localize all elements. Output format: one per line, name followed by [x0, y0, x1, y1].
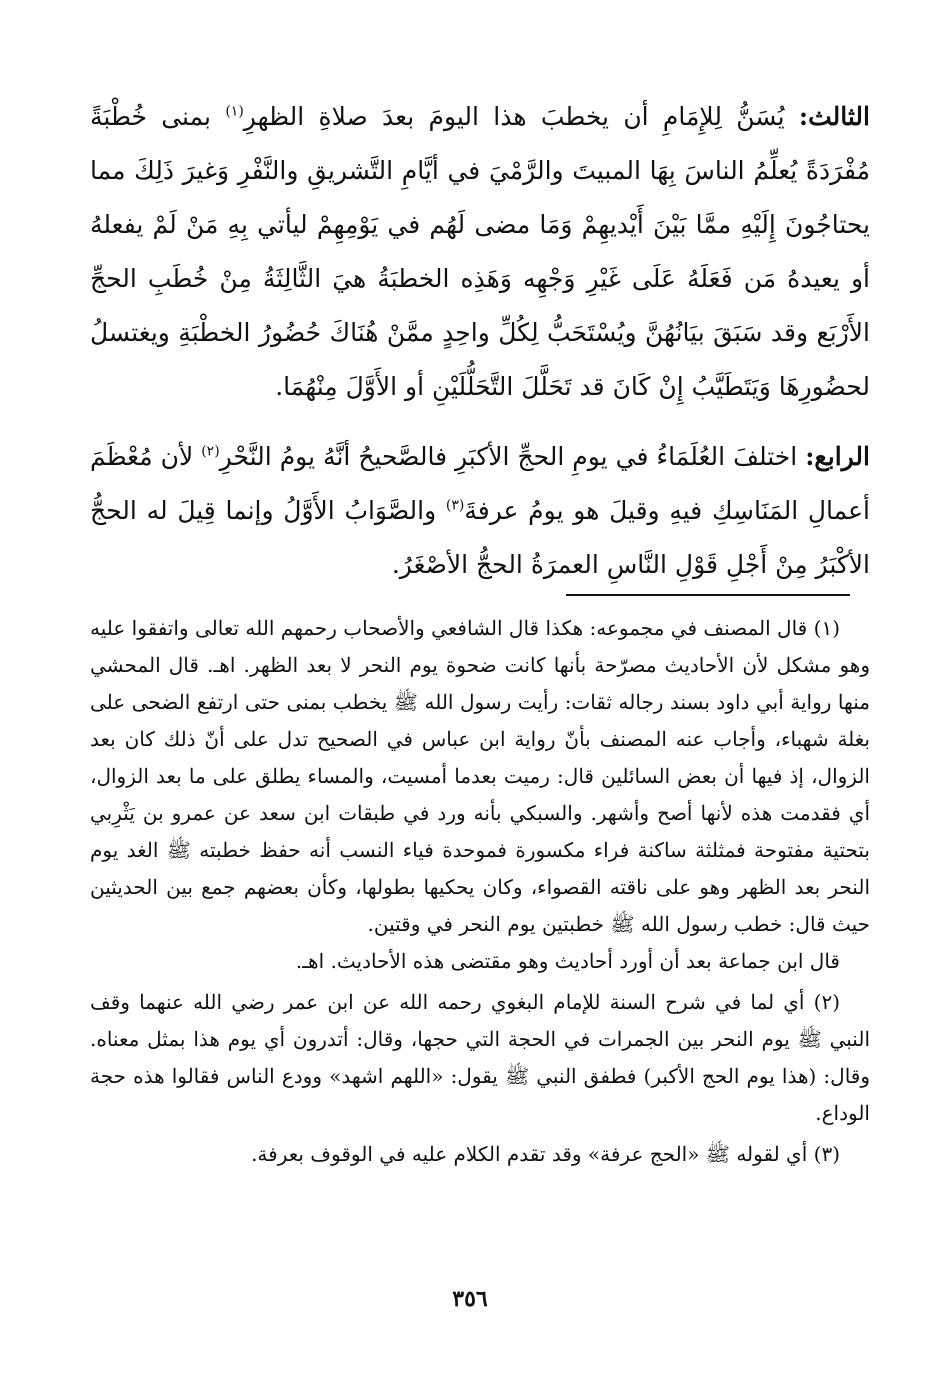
footnote-2-text: أي لما في شرح السنة للإمام البغوي رحمه الله عن ابن عمر رضي الله عنهما وقف النبي ﷺ يوم النحر بين الجمرات في الحجة التي حجها، وقال: أتدرون أي يوم هذا بمثل معناه. وقال: (هذا يوم الحج الأكبر) فطفق النبي ﷺ يقول: «اللهم اشهد» وودع الناس فقالوا هذه حجة الوداع. [90, 990, 870, 1125]
footnote-1 [90, 610, 870, 943]
page-number: ٣٥٦ [452, 1286, 488, 1312]
footnote-1-text: قال المصنف في مجموعه: هكذا قال الشافعي والأصحاب رحمهم الله تعالى واتفقوا عليه وهو مشكل لأن الأحاديث مصرّحة بأنها كانت ضحوة يوم النحر لا بعد الظهر. اهـ. قال المحشي منها رواية أبي داود بسند رجاله ثقات: رأيت رسول الله ﷺ يخطب بمنى حتى ارتفع الضحى على بغلة شهباء، وأجاب عنه المصنف بأنّ رواية ابن عباس في الصحيح تدل على أنّ ذلك كان بعد الزوال، إذ فيها أن بعض السائلين قال: رميت بعدما أمسيت، والمساء يطلق على ما بعد الزوال، أي فقدمت هذه لأنها أصح وأشهر. والسبكي بأنه ورد في طبقات ابن سعد عن عمرو بن يَثْرِبي بتحتية مفتوحة فمثلثة ساكنة فراء مكسورة فموحدة فياء النسب أنه حفظ خطبته ﷺ الغد يوم النحر بعد الظهر وهو على ناقته القصواء، وكان يحكيها بطولها، وكأن بعضهم جمع بين الحديثين حيث قال: خطب رسول الله ﷺ خطبتين يوم النحر في وقتين. [90, 616, 870, 936]
section-third-text-b: بمنى خُطْبَةً مُفْرَدَةً يُعلِّمُ الناسَ بِهَا المبيتَ والرَّمْيَ في أيَّامِ التَّشريقِ والنَّفْرِ وَغيرَ ذَلِكَ مما يحتاجُونَ إِلَيْهِ ممَّا بَيْنَ أَيْديهِمْ وَمَا مضى لَهُم في يَوْمِهِمْ ليأتي بِهِ مَنْ لَمْ يفعلهُ أو يعيدهُ مَن فَعَلَهُ عَلَى غَيْرِ وَجْهِه وَهَذِه الخطبَةُ هيَ الثَّالِثَةُ مِنْ خُطَبِ الحجِّ الأَرْبَع وقد سَبَقَ بيَانُهُنَّ ويُسْتَحَبُّ لِكُلِّ واحِدٍ ممَّنْ هُنَاكَ حُضُورُ الخطْبَةِ ويغتسلُ لحضُورِهَا وَيَتَطَيَّبُ إِنْ كَانَ قد تَحَلَّلَ التَّحَلُّلَيْنِ أو الأَوَّلَ مِنْهُمَا. [90, 102, 870, 401]
main-text [90, 90, 870, 592]
footnote-ref-2[interactable]: (٢) [201, 443, 220, 460]
footnote-3-text: أي لقوله ﷺ «الحج عرفة» وقد تقدم الكلام عليه في الوقوف بعرفة. [251, 1142, 814, 1166]
footnote-ref-3[interactable]: (٣) [445, 497, 465, 514]
section-third-text-a: يُسَنُّ لِلإِمَامِ أن يخطبَ هذا اليومَ بعدَ صلاةِ الظهرِ [243, 102, 799, 131]
footnote-ref-1[interactable]: (١) [225, 103, 244, 120]
section-fourth-text-c: والصَّوَابُ الأَوَّلُ وإنما قِيلَ له الحجُّ الأكْبَرُ مِنْ أَجْلِ قَوْلِ النَّاسِ العمرَةُ الحجُّ الأصْغَرُ. [90, 496, 870, 579]
section-third [90, 90, 870, 414]
footnote-3 [90, 1136, 870, 1173]
footnote-1-mark: (١) [813, 616, 840, 640]
footnote-1-continuation: قال ابن جماعة بعد أن أورد أحاديث وهو مقتضى هذه الأحاديث. اهـ. [295, 949, 840, 973]
footnote-2-mark: (٢) [813, 990, 840, 1014]
section-fourth-text-b: لأن مُعْظَمَ أعمالِ المَنَاسِكِ فيهِ وقيلَ هو يومُ عرفةَ [90, 442, 870, 525]
footnote-3-mark: (٣) [813, 1142, 840, 1166]
section-third-heading: الثالث: [798, 102, 870, 131]
footnote-separator [566, 594, 850, 596]
footnotes [90, 610, 870, 1173]
section-fourth-text-a: اختلفَ العُلَمَاءُ في يومِ الحجِّ الأكبَرِ فالصَّحيحُ أنَّهُ يومُ النَّحْرِ [219, 442, 806, 471]
section-fourth-heading: الرابع: [805, 442, 870, 471]
section-fourth [90, 430, 870, 592]
footnote-2 [90, 984, 870, 1132]
